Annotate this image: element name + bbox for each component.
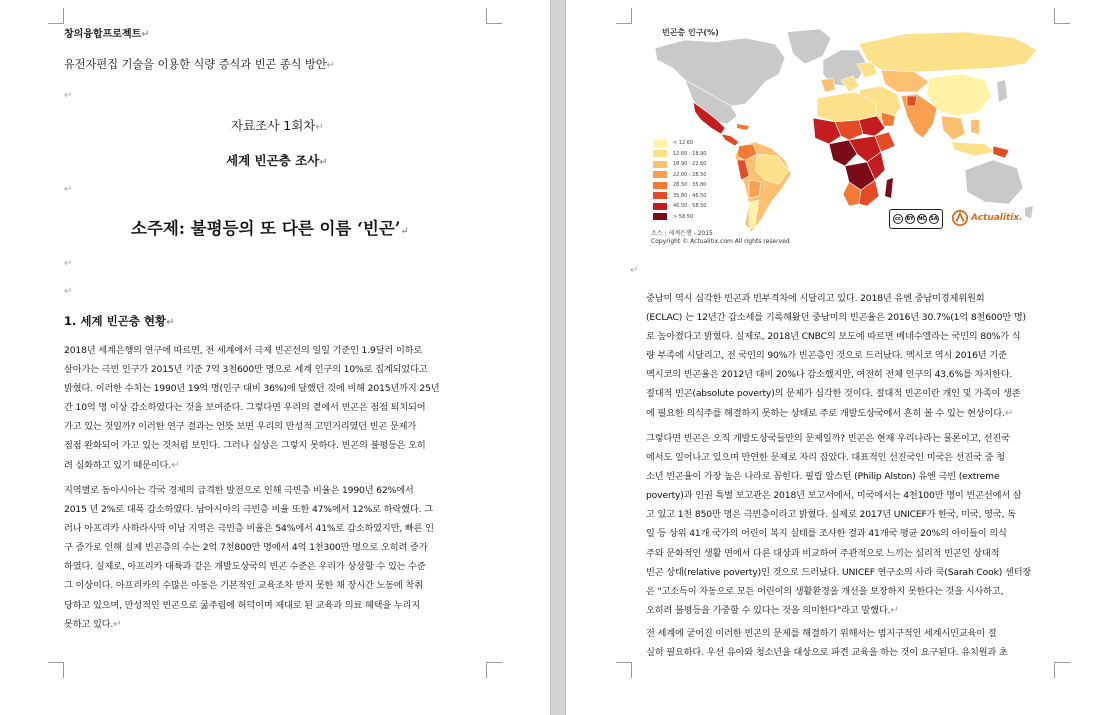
legend-item xyxy=(653,138,707,149)
source-text: 소스 : 세계은행 - 2015 xyxy=(651,230,713,237)
text-line: 에 필요한 의식주를 해결하지 못하는 상태로 주로 개발도상국에서 흔히 볼 수 있는 현상이다.↵ xyxy=(646,407,1014,419)
text-line: 2015 년 2%로 대폭 감소하였다. 남아시아의 극빈층 비율 또한 47%에서 12%로 하락했다. 그 xyxy=(64,504,433,516)
map-title: 빈곤층 인구(%) xyxy=(662,28,719,37)
legend-item xyxy=(653,149,707,160)
paragraph-mark: ↵ xyxy=(64,258,73,269)
legend-label: 46.50 : 58.50 xyxy=(673,203,707,210)
text-line: 러나 아프리카 사하라사막 이남 지역은 극빈층 비율은 54%에서 41%로 감소하였지만, 빠른 인 xyxy=(64,523,434,535)
sa-icon: SA xyxy=(930,216,938,222)
legend-swatch xyxy=(653,203,667,210)
document-page-right[interactable] xyxy=(566,0,1118,715)
crop-mark xyxy=(486,662,502,678)
text-line: 못하고 있다.↵ xyxy=(64,618,122,630)
text-line: 당하고 있으며, 만성적인 빈곤으로 굶주림에 허덕이며 제대로 된 교육과 의료 혜택을 누리지 xyxy=(64,599,421,611)
legend-swatch xyxy=(653,140,667,147)
text-line: 하였다. 실제로, 아프리카 대륙과 같은 개발도상국의 빈곤 수준은 우리가 상상할 수 있는 수준 xyxy=(64,561,426,573)
text-line: 오히려 불평등을 가중할 수 있다는 것을 의미한다"라고 말했다.↵ xyxy=(646,604,899,616)
text-line: 간 10억 명 이상 감소하였다는 것을 보여준다. 그렇다면 우리의 곁에서 빈곤은 점점 퇴치되어 xyxy=(64,402,426,414)
legend-label: 12.60 : 18.90 xyxy=(673,150,707,157)
legend-swatch xyxy=(653,192,667,199)
legend-item xyxy=(653,170,707,181)
body-paragraph-4[interactable] xyxy=(646,429,1051,620)
map-source xyxy=(651,230,790,246)
body-paragraph-3[interactable] xyxy=(646,289,1051,423)
document-header: 창의융합프로젝트↵ xyxy=(64,29,150,40)
text-line: poverty)과 인권 특별 보고관은 2018년 보고서에서, 미국에서는 4천100만 명이 빈곤선에서 살 xyxy=(646,490,1022,502)
body-paragraph-5[interactable] xyxy=(646,624,1051,662)
cc-icon: cc xyxy=(893,214,903,224)
text-line: 지역별로 동아시아는 각국 경제의 급격한 발전으로 인해 극빈층 비율은 1990년 62%에서 xyxy=(64,485,414,496)
document-page-left[interactable] xyxy=(0,0,550,715)
legend-swatch xyxy=(653,213,667,220)
survey-title: 세계 빈곤층 조사↵ xyxy=(226,153,328,168)
brand-name: Actualitix. xyxy=(971,213,1023,223)
crop-mark xyxy=(486,8,502,24)
text-line: 실히 필요하다. 우선 유아와 청소년을 대상으로 파견 교육을 하는 것이 요구된다. 유치원과 초 xyxy=(646,647,1008,659)
creative-commons-badge xyxy=(889,209,943,229)
body-paragraph-1[interactable] xyxy=(64,341,486,475)
legend-label: > 58.50 xyxy=(673,213,694,220)
crop-mark xyxy=(616,8,632,24)
crop-mark xyxy=(1054,662,1070,678)
actualitix-logo xyxy=(951,209,1023,227)
map-legend xyxy=(653,138,707,222)
legend-swatch xyxy=(653,182,667,189)
crop-mark xyxy=(48,662,64,678)
text-line: 그렇다면 빈곤은 오직 개발도상국들만의 문제일까? 빈곤은 현재 우리나라는 물론이고, 선진국 xyxy=(646,433,1010,444)
legend-swatch xyxy=(653,171,667,178)
text-line: 량 부족에 시달리고, 전 국민의 90%가 빈곤층인 것으로 드러났다. 멕시코 역시 2016년 기준 xyxy=(646,350,1007,362)
text-line: 밝혔다. 이러한 수치는 1990년 19억 명(인구 대비 36%)에 달했던 것에 비해 2015년까지 25년 xyxy=(64,383,440,395)
session-title: 자료조사 1회차↵ xyxy=(231,118,324,133)
section-heading: 1. 세계 빈곤층 현황↵ xyxy=(64,314,175,328)
legend-item xyxy=(653,180,707,191)
text-line: 2018년 세계은행의 연구에 따르면, 전 세계에서 극제 빈곤선의 일일 기준인 1.9달러 이하로 xyxy=(64,345,423,356)
by-icon: BY xyxy=(906,216,914,222)
poverty-world-map[interactable] xyxy=(645,20,1047,245)
text-line: 주와 문화적인 생활 면에서 다른 대상과 비교하여 주관적으로 느끼는 심리적 빈곤인 상대적 xyxy=(646,547,1000,559)
text-line: 가고 있는 것일까? 이러한 연구 결과는 언뜻 보면 우리의 만성적 고민거리였던 빈곤 문제가 xyxy=(64,421,417,433)
text-line: 려 심화하고 있기 때문이다.↵ xyxy=(64,459,180,471)
body-paragraph-2[interactable] xyxy=(64,481,486,634)
text-line: 고 있고 1천 850만 명은 극빈층이라고 밝혔다. 실제로 2017년 UNICEF가 한국, 미국, 영국, 독 xyxy=(646,509,1016,521)
legend-item xyxy=(653,191,707,202)
legend-label: 35.80 : 46.50 xyxy=(673,192,707,199)
legend-label: 28.50 : 35.80 xyxy=(673,182,707,189)
text-line: 로 높아졌다고 밝혔다. 실제로, 2018년 CNBC의 보도에 따르면 베네수엘라는 국민의 80%가 식 xyxy=(646,331,1021,343)
text-line: 빈곤 상태(relative poverty)인 것으로 드러났다. UNICEF 연구소의 사라 쿡(Sarah Cook) 센터장 xyxy=(646,566,1032,578)
legend-item xyxy=(653,212,707,223)
text-line: 은 "고소득이 자동으로 모든 어린이의 생활환경을 개선을 보장하지 못한다는 것을 시사하고, xyxy=(646,585,1004,597)
page-gap xyxy=(550,0,566,715)
subtopic-title: 소주제: 불평등의 또 다른 이름 ‘빈곤’↵ xyxy=(131,219,409,238)
actualitix-icon xyxy=(951,209,969,227)
crop-mark xyxy=(48,8,64,24)
legend-swatch xyxy=(653,161,667,168)
text-line: 구 증가로 인해 실제 빈곤층의 수는 2억 7천800만 명에서 4억 1천300만 명으로 오히려 증가 xyxy=(64,542,428,554)
text-line: 일 등 상위 41개 국가의 어린이 복지 실태를 조사한 결과 41개국 평균 20%의 아이들이 의식 xyxy=(646,528,1007,540)
nc-icon: NC xyxy=(918,216,926,222)
paragraph-mark: ↵ xyxy=(630,265,639,276)
text-line: (ECLAC) 는 12년간 감소세를 기록해왔던 중남미의 빈곤율은 2016년 30.7%(1억 8천600만 명) xyxy=(646,312,1026,324)
text-line: 그 이상이다. 아프리카의 수많은 아동은 기본적인 교육조차 받지 못한 채 장시간 노동에 착취 xyxy=(64,580,423,592)
crop-mark xyxy=(1054,8,1070,24)
legend-item xyxy=(653,201,707,212)
legend-label: < 12.60 xyxy=(673,140,694,147)
copyright-text: Copyright © Actualitix.com All rights reserved xyxy=(651,238,790,245)
crop-mark xyxy=(616,662,632,678)
text-line: 전 세계에 굳어진 이러한 빈곤의 문제를 해결하기 위해서는 범지구적인 세계시민교육이 절 xyxy=(646,628,997,639)
paragraph-mark: ↵ xyxy=(64,184,73,195)
text-line: 점점 완화되어 가고 있는 것처럼 보인다. 그러나 실상은 그렇지 못하다. 빈곤의 불평등은 오히 xyxy=(64,440,426,452)
document-subtitle: 유전자편집 기술을 이용한 식량 증식과 빈곤 종식 방안↵ xyxy=(64,58,336,71)
legend-swatch xyxy=(653,150,667,157)
legend-label: 18.90 : 22.60 xyxy=(673,161,707,168)
text-line: 소년 빈곤율이 가장 높은 나라로 꼽힌다. 필립 알스턴 (Philip Alston) 유엔 극빈 (extreme xyxy=(646,471,1000,483)
text-line: 에서도 일어나고 있으며 만연한 문제로 자리 잡았다. 대표적인 선진국인 미국은 선진국 중 청 xyxy=(646,452,1005,464)
paragraph-mark: ↵ xyxy=(64,286,73,297)
text-line: 절대적 빈곤(absolute poverty)의 문제가 심각한 것이다. 절대적 빈곤이란 개인 및 가족이 생존 xyxy=(646,388,1021,400)
text-line: 멕시코의 빈곤율은 2012년 대비 20%나 감소했지만, 여전히 전체 인구의 43.6%를 차지한다. xyxy=(646,369,1013,381)
text-line: 살아가는 극빈 인구가 2015년 기준 7억 3천600만 명으로 세계 인구의 10%로 집계되었다고 xyxy=(64,364,428,376)
paragraph-mark: ↵ xyxy=(64,90,73,101)
legend-item xyxy=(653,159,707,170)
legend-label: 22.60 : 28.50 xyxy=(673,171,707,178)
text-line: 중남미 역시 심각한 빈곤과 빈부격차에 시달리고 있다. 2018년 유엔 중남미경제위원회 xyxy=(646,293,985,304)
